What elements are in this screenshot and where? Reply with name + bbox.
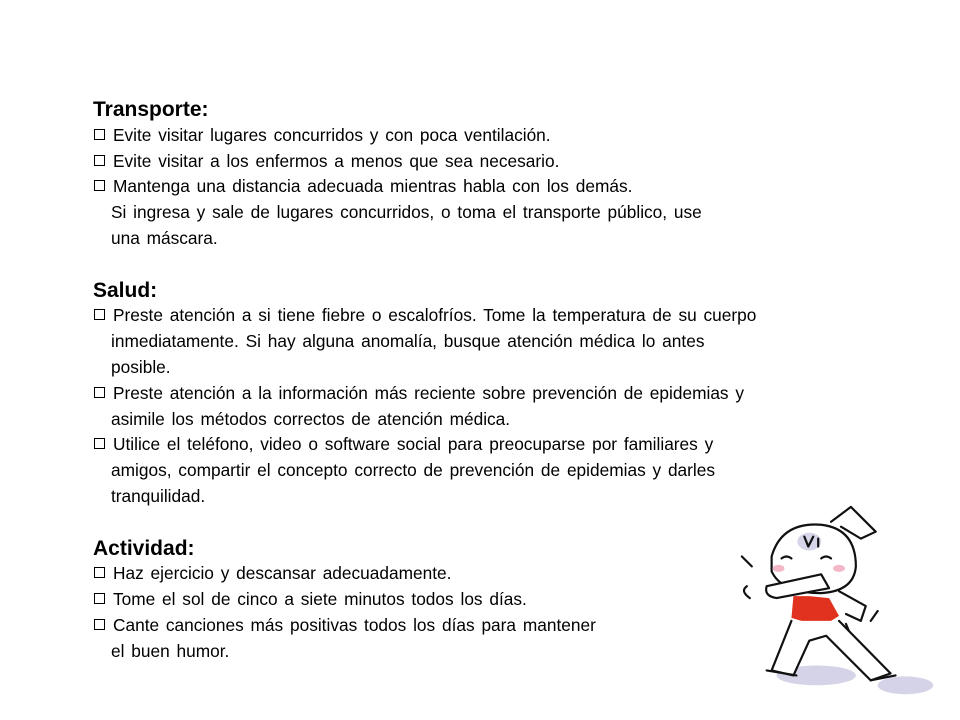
list-item-continuation: amigos, compartir el concepto correcto de prevención de epidemias y darles xyxy=(111,460,716,481)
checkbox-square-icon xyxy=(94,309,105,320)
checkbox-square-icon xyxy=(94,567,105,578)
list-item-continuation: Si ingresa y sale de lugares concurridos, o toma el transporte público, use xyxy=(111,202,702,223)
list-item: Preste atención a la información más reciente sobre prevención de epidemias y xyxy=(93,381,893,407)
list-item-continuation: inmediatamente. Si hay alguna anomalía, busque atención médica lo antes xyxy=(111,331,705,352)
list-item: Haz ejercicio y descansar adecuadamente. xyxy=(93,561,893,587)
checkbox-square-icon xyxy=(94,387,105,398)
heading-actividad: Actividad: xyxy=(93,536,195,560)
list-item: Tome el sol de cinco a siete minutos todos los días. xyxy=(93,587,893,613)
list-item: Evite visitar a los enfermos a menos que sea necesario. xyxy=(93,149,893,175)
list-item-continuation: tranquilidad. xyxy=(111,485,206,506)
checkbox-square-icon xyxy=(94,129,105,140)
list-item: Preste atención a si tiene fiebre o escalofríos. Tome la temperatura de su cuerpo xyxy=(93,303,893,329)
list-item: Mantenga una distancia adecuada mientras habla con los demás. xyxy=(93,174,893,200)
checkbox-square-icon xyxy=(94,619,105,630)
checkbox-square-icon xyxy=(94,438,105,449)
list-item-continuation: posible. xyxy=(111,356,171,377)
list-item-continuation: una máscara. xyxy=(111,227,218,248)
checkbox-square-icon xyxy=(94,593,105,604)
list-item: Cante canciones más positivas todos los días para mantener xyxy=(93,613,893,639)
checkbox-square-icon xyxy=(94,155,105,166)
list-item-continuation: asimile los métodos correctos de atención médica. xyxy=(111,408,511,429)
list-item: Utilice el teléfono, video o software social para preocuparse por familiares y xyxy=(93,432,893,458)
heading-salud: Salud: xyxy=(93,278,158,302)
checkbox-square-icon xyxy=(94,180,105,191)
list-item-continuation: el buen humor. xyxy=(111,640,230,661)
list-item: Evite visitar lugares concurridos y con poca ventilación. xyxy=(93,123,893,149)
heading-transporte: Transporte: xyxy=(93,98,209,121)
coughing-child-illustration xyxy=(722,497,960,720)
